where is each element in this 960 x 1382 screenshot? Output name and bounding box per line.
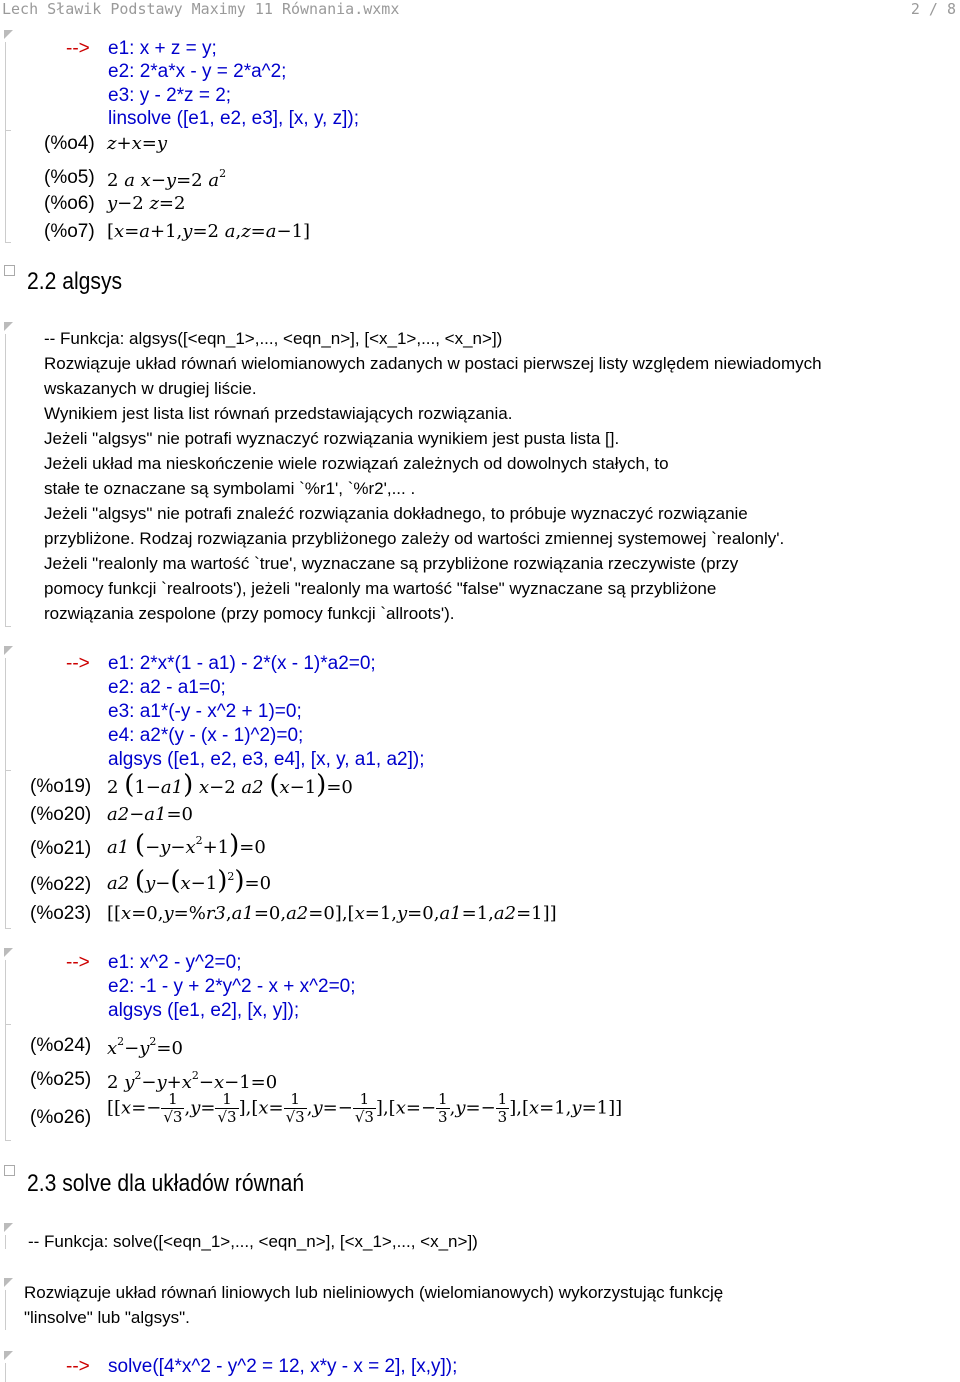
- input-line[interactable]: algsys ([e1, e2, e3, e4], [x, y, a1, a2]);: [108, 749, 425, 770]
- input-prompt: -->: [66, 1356, 90, 1377]
- output-expression: y−2 z=2: [107, 193, 186, 214]
- text-line: Wynikiem jest lista list równań przedstawiających rozwiązania.: [44, 404, 513, 423]
- cell-bracket: [5, 1290, 6, 1330]
- text-line: Jeżeli "algsys" nie potrafi znaleźć rozwiązania dokładnego, to próbuje wyznaczyć rozwiązanie: [44, 504, 748, 523]
- document-title: Lech Sławik Podstawy Maximy 11 Równania.wxmx: [2, 0, 400, 18]
- output-expression: 2 a x−y=2 $a^2$: [107, 167, 227, 191]
- output-expression: [[x=0,y=%r3,a1=0,a2=0],[x=1,y=0,a1=1,a2=1]]: [107, 903, 557, 924]
- text-line: "linsolve" lub "algsys".: [24, 1308, 190, 1327]
- section-cell-icon[interactable]: [4, 1165, 15, 1176]
- output-label: (%o23): [30, 903, 92, 924]
- output-expression: 2 (1−a1) x−2 a2 (x−1)=0: [107, 770, 353, 800]
- input-prompt: -->: [66, 653, 90, 674]
- cell-collapse-icon[interactable]: [4, 1278, 13, 1287]
- text-line: pomocy funkcji `realroots'), jeżeli "realonly ma wartość "false" wyznaczane są przybliżone: [44, 579, 717, 598]
- cell-bracket-tick: [5, 770, 11, 771]
- cell-bracket-tick: [5, 242, 11, 243]
- text-line: Jeżeli "realonly ma wartość `true', wyznaczane są przybliżone rozwiązania rzeczywiste (przy: [44, 554, 739, 573]
- output-expression: [[x=− $\frac{1}{√3}$ ,y= $\frac{1}{√3}$ ],[x= $\frac{1}{√3}$ ,y=− $\frac{1}{√3}$ ],[x=− $\frac{1}{3}$ ,y=− $\frac{1}{3}$ ],[x=1,y=1]]: [107, 1090, 623, 1126]
- cell-bracket: [5, 960, 6, 1140]
- text-line: stałe te oznaczane są symbolami `%r1', `%r2',... .: [44, 479, 416, 498]
- text-line: przybliżone. Rodzaj rozwiązania przybliżonego zależy od wartości zmiennej systemowej `realonly'.: [44, 529, 785, 548]
- cell-collapse-icon[interactable]: [4, 1351, 13, 1360]
- cell-bracket: [5, 1363, 6, 1382]
- cell-collapse-icon[interactable]: [4, 646, 13, 655]
- output-expression: [x=a+1,y=2 a,z=a−1]: [107, 221, 311, 242]
- output-expression: $x^2-y^2=0$: [107, 1035, 183, 1059]
- output-label: (%o5): [44, 167, 95, 188]
- input-line[interactable]: e2: 2*a*x - y = 2*a^2;: [108, 61, 287, 82]
- input-prompt: -->: [66, 952, 90, 973]
- page-number: 2 / 8: [910, 0, 956, 18]
- output-label: (%o24): [30, 1035, 92, 1056]
- input-line[interactable]: algsys ([e1, e2], [x, y]);: [108, 1000, 300, 1021]
- output-label: (%o19): [30, 776, 92, 797]
- output-label: (%o20): [30, 804, 92, 825]
- cell-collapse-icon[interactable]: [4, 322, 13, 331]
- cell-bracket: [5, 42, 6, 242]
- cell-bracket-tick: [5, 130, 11, 131]
- text-line: wskazanych w drugiej liście.: [44, 379, 257, 398]
- output-label: (%o7): [44, 221, 95, 242]
- text-line: Rozwiązuje układ równań liniowych lub nieliniowych (wielomianowych) wykorzystując funkcję: [24, 1283, 724, 1302]
- input-line[interactable]: e2: a2 - a1=0;: [108, 677, 226, 698]
- cell-bracket-tick: [5, 626, 11, 627]
- text-line: rozwiązania zespolone (przy pomocy funkcji `allroots').: [44, 604, 455, 623]
- section-heading: 2.3 solve dla układów równań: [27, 1170, 305, 1197]
- output-expression: a2−a1=0: [107, 804, 194, 825]
- input-line[interactable]: e3: a1*(-y - x^2 + 1)=0;: [108, 701, 302, 722]
- input-line[interactable]: e1: x^2 - y^2=0;: [108, 952, 242, 973]
- cell-bracket: [5, 658, 6, 928]
- input-line[interactable]: e1: x + z = y;: [108, 38, 217, 59]
- section-heading: 2.2 algsys: [27, 268, 123, 295]
- output-label: (%o21): [30, 838, 92, 859]
- document-header: [0, 0, 960, 20]
- output-expression: a1 $(-y-x^2+1)=0$: [107, 830, 266, 860]
- input-line[interactable]: e3: y - 2*z = 2;: [108, 85, 232, 106]
- output-expression: a2 $(y-(x-1)^2)=0$: [107, 866, 272, 896]
- output-expression: z+x=y: [107, 133, 167, 154]
- input-line[interactable]: e1: 2*x*(1 - a1) - 2*(x - 1)*a2=0;: [108, 653, 376, 674]
- output-label: (%o4): [44, 133, 95, 154]
- output-label: (%o22): [30, 874, 92, 895]
- text-line: Jeżeli układ ma nieskończenie wiele rozwiązań zależnych od dowolnych stałych, to: [44, 454, 669, 473]
- text-line: Rozwiązuje układ równań wielomianowych zadanych w postaci pierwszej listy względem niewiadomych: [44, 354, 822, 373]
- cell-bracket: [5, 334, 6, 626]
- cell-collapse-icon[interactable]: [4, 30, 13, 39]
- section-cell-icon[interactable]: [4, 265, 15, 276]
- output-expression: 2 $y^2-y+x^2-x-1=0$: [107, 1069, 278, 1093]
- input-line[interactable]: e2: -1 - y + 2*y^2 - x + x^2=0;: [108, 976, 356, 997]
- cell-bracket: [5, 1235, 6, 1249]
- cell-collapse-icon[interactable]: [4, 948, 13, 957]
- cell-bracket-tick: [5, 1024, 11, 1025]
- output-label: (%o6): [44, 193, 95, 214]
- input-prompt: -->: [66, 38, 90, 59]
- output-label: (%o26): [30, 1107, 92, 1128]
- cell-bracket-tick: [5, 928, 11, 929]
- text-line: -- Funkcja: algsys([<eqn_1>,..., <eqn_n>], [<x_1>,..., <x_n>]): [44, 329, 503, 348]
- output-label: (%o25): [30, 1069, 92, 1090]
- input-line[interactable]: e4: a2*(y - (x - 1)^2)=0;: [108, 725, 304, 746]
- text-line: Jeżeli "algsys" nie potrafi wyznaczyć rozwiązania wynikiem jest pusta lista [].: [44, 429, 620, 448]
- input-line[interactable]: linsolve ([e1, e2, e3], [x, y, z]);: [108, 108, 359, 129]
- cell-bracket-tick: [5, 1140, 11, 1141]
- cell-collapse-icon[interactable]: [4, 1223, 13, 1232]
- text-line: -- Funkcja: solve([<eqn_1>,..., <eqn_n>], [<x_1>,..., <x_n>]): [28, 1232, 478, 1251]
- input-line[interactable]: solve([4*x^2 - y^2 = 12, x*y - x = 2], [x,y]);: [108, 1356, 458, 1377]
